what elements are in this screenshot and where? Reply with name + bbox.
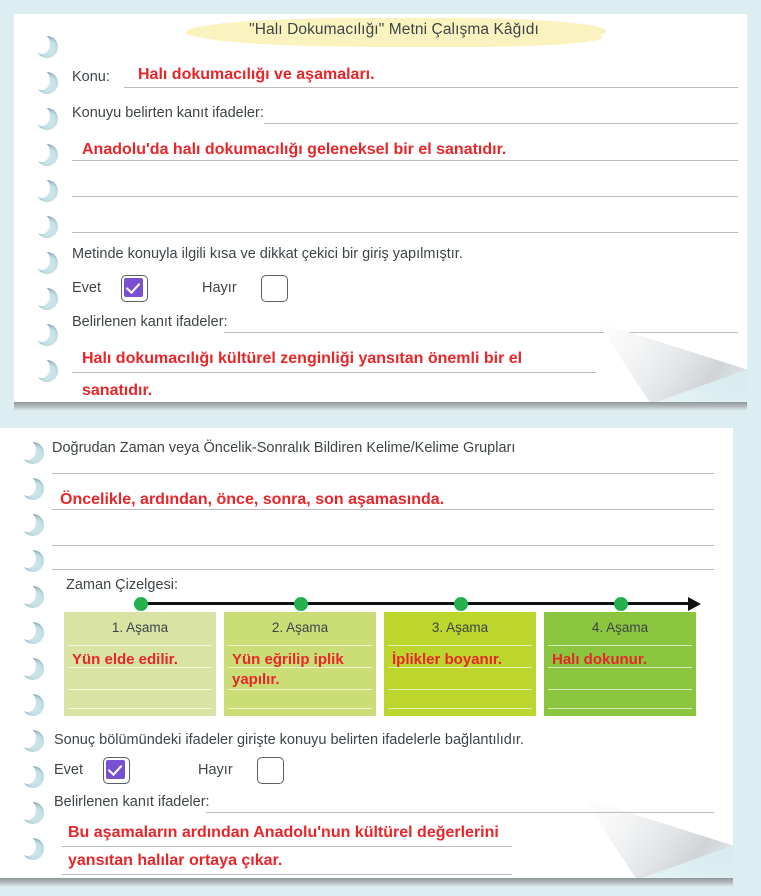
rule-line <box>124 87 738 88</box>
stage-3-title: 3. Aşama <box>431 620 489 635</box>
choice-label-hayir-2: Hayır <box>198 762 233 778</box>
binder-hole-icon <box>36 288 58 310</box>
binder-hole-icon <box>22 550 44 572</box>
stage-2-text: Yün eğrilip iplik yapılır. <box>232 651 344 689</box>
timeline-arrow-icon <box>688 597 701 611</box>
evidence-label: Belirlenen kanıt ifadeler: <box>72 314 228 330</box>
rule-line <box>52 545 714 546</box>
checkbox-hayir-2[interactable] <box>257 757 284 784</box>
answer-kanit[interactable]: Anadolu'da halı dokumacılığı geleneksel bir el sanatıdır. <box>82 141 507 158</box>
timeline-marker-4 <box>614 597 628 611</box>
timeline-label: Zaman Çizelgesi: <box>66 577 179 593</box>
checkbox-evet[interactable] <box>121 275 148 302</box>
timeline-marker-3 <box>454 597 468 611</box>
time-words-label: Doğrudan Zaman veya Öncelik-Sonralık Bildiren Kelime/Kelime Grupları <box>52 440 516 456</box>
choice-label-evet-2: Evet <box>54 762 84 778</box>
rule-line <box>72 160 738 161</box>
stage-1-text: Yün elde edilir. <box>72 651 178 668</box>
field-label-kanit: Konuyu belirten kanıt ifadeler: <box>72 105 264 121</box>
checkbox-hayir[interactable] <box>261 275 288 302</box>
binder-hole-icon <box>22 586 44 608</box>
evidence-2-line-1[interactable]: Bu aşamaların ardından Anadolu'nun kültürel değerlerini <box>68 824 499 841</box>
page-curl-icon <box>583 798 733 880</box>
rule-line <box>62 874 512 875</box>
binder-hole-icon <box>22 514 44 536</box>
check-icon <box>124 278 143 297</box>
page-curl-icon <box>597 322 747 404</box>
rule-line <box>52 509 714 510</box>
binder-hole-icon <box>36 72 58 94</box>
binder-hole-icon <box>22 622 44 644</box>
timeline-stage-4 <box>544 612 696 716</box>
binder-hole-icon <box>22 730 44 752</box>
binder-hole-icon <box>22 478 44 500</box>
stage-1-title: 1. Aşama <box>111 620 169 635</box>
choice-label-hayir: Hayır <box>202 280 237 296</box>
binder-hole-icon <box>36 252 58 274</box>
rule-line <box>72 196 738 197</box>
binder-hole-icon <box>36 36 58 58</box>
timeline-marker-1 <box>134 597 148 611</box>
binder-hole-icon <box>36 144 58 166</box>
rule-line <box>62 846 512 847</box>
page-title: "Halı Dokumacılığı" Metni Çalışma Kâğıdı <box>249 21 539 38</box>
binder-hole-icon <box>36 324 58 346</box>
check-icon <box>106 760 125 779</box>
page-shadow-bottom <box>0 878 733 887</box>
binder-hole-icon <box>22 442 44 464</box>
answer-konu[interactable]: Halı dokumacılığı ve aşamaları. <box>138 66 375 83</box>
binder-hole-icon <box>36 108 58 130</box>
evidence-label-2: Belirlenen kanıt ifadeler: <box>54 794 210 810</box>
timeline-stage-1 <box>64 612 216 716</box>
evidence-line-1[interactable]: Halı dokumacılığı kültürel zenginliği yansıtan önemli bir el <box>82 350 523 367</box>
stage-2-title: 2. Aşama <box>271 620 329 635</box>
rule-line <box>224 332 738 333</box>
binder-hole-icon <box>22 694 44 716</box>
rule-line <box>264 123 738 124</box>
evidence-line-2[interactable]: sanatıdır. <box>82 382 153 399</box>
binder-holes-top <box>14 14 80 404</box>
stage-3-text: İplikler boyanır. <box>392 651 503 668</box>
stage-4-text: Halı dokunur. <box>552 651 648 668</box>
binder-hole-icon <box>36 360 58 382</box>
page-shadow-top <box>14 402 747 411</box>
stage-4-title: 4. Aşama <box>591 620 649 635</box>
timeline-stage-3 <box>384 612 536 716</box>
rule-line <box>72 372 596 373</box>
binder-hole-icon <box>22 658 44 680</box>
rule-line <box>72 232 738 233</box>
timeline-marker-2 <box>294 597 308 611</box>
time-words-answer[interactable]: Öncelikle, ardından, önce, sonra, son aşamasında. <box>60 491 445 508</box>
rule-line <box>52 473 714 474</box>
evidence-2-line-2[interactable]: yansıtan halılar ortaya çıkar. <box>68 852 283 869</box>
checkbox-evet-2[interactable] <box>103 757 130 784</box>
choice-label-evet: Evet <box>72 280 102 296</box>
statement-giris: Metinde konuyla ilgili kısa ve dikkat çekici bir giriş yapılmıştır. <box>72 246 463 262</box>
binder-hole-icon <box>36 216 58 238</box>
binder-hole-icon <box>22 838 44 860</box>
field-label-konu: Konu: <box>72 69 110 85</box>
timeline-axis <box>140 602 690 605</box>
rule-line <box>206 812 714 813</box>
binder-hole-icon <box>22 802 44 824</box>
page-title-wrap <box>174 16 614 50</box>
binder-holes-bottom <box>0 428 66 880</box>
rule-line <box>52 569 714 570</box>
worksheet-page-top <box>14 14 747 404</box>
binder-hole-icon <box>36 180 58 202</box>
binder-hole-icon <box>22 766 44 788</box>
statement-sonuc: Sonuç bölümündeki ifadeler girişte konuyu belirten ifadelerle bağlantılıdır. <box>54 732 524 748</box>
timeline-stage-2 <box>224 612 376 716</box>
